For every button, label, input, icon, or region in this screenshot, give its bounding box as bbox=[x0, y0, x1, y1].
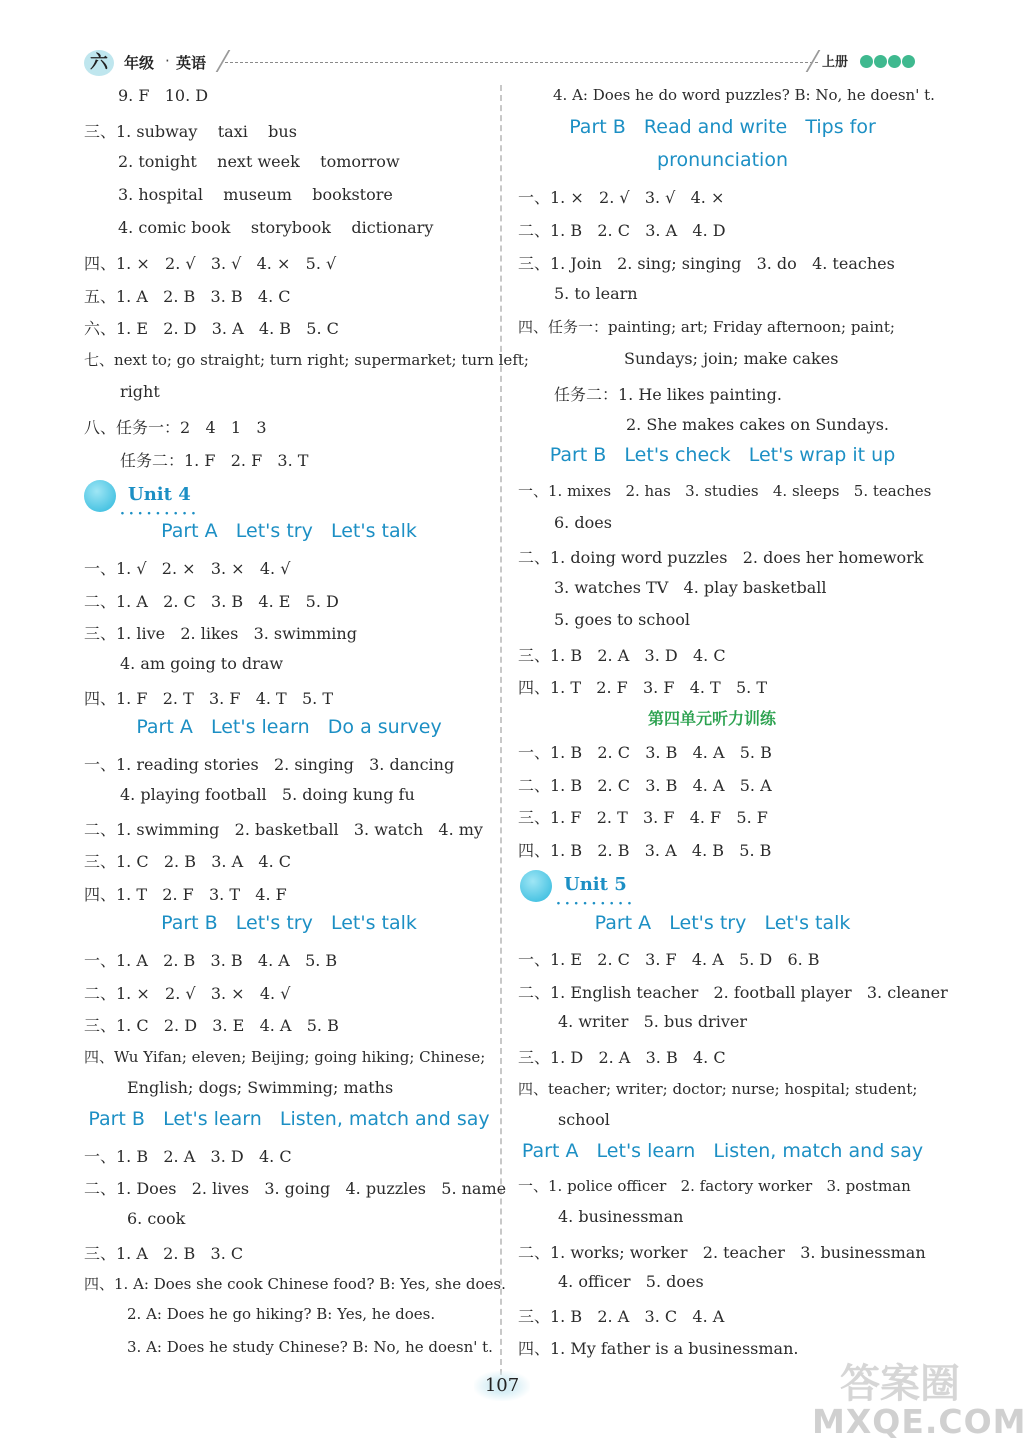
volume-label: 上册 bbox=[822, 55, 849, 70]
watermark-top-text: 答案圈 bbox=[840, 1361, 960, 1407]
answer-line: 二、1. English teacher 2. football player 3. cleaner bbox=[518, 983, 948, 1002]
unit-heading bbox=[520, 870, 670, 910]
answer-line: English; dogs; Swimming; maths bbox=[127, 1078, 394, 1097]
answer-line: 一、1. mixes 2. has 3. studies 4. sleeps 5. teaches bbox=[518, 482, 932, 500]
answer-line: 3. watches TV 4. play basketball bbox=[554, 578, 827, 597]
section-title: Part A Let's try Let's talk bbox=[594, 912, 851, 934]
answer-line: 四、1. My father is a businessman. bbox=[518, 1339, 799, 1358]
answer-line: 5. goes to school bbox=[554, 610, 690, 629]
answer-line: 二、1. swimming 2. basketball 3. watch 4. my bbox=[84, 820, 483, 839]
subject-label: 英语 bbox=[176, 54, 207, 72]
answer-line: 三、1. C 2. D 3. E 4. A 5. B bbox=[84, 1016, 339, 1035]
answer-line: 一、1. reading stories 2. singing 3. dancing bbox=[84, 755, 455, 774]
unit-title: Unit 4 bbox=[128, 484, 191, 505]
answer-line: 一、1. B 2. C 3. B 4. A 5. B bbox=[518, 743, 772, 762]
unit-circle-icon bbox=[520, 870, 552, 902]
answer-line: 一、1. × 2. √ 3. √ 4. × bbox=[518, 188, 725, 207]
answer-line: 三、1. B 2. A 3. D 4. C bbox=[518, 646, 726, 665]
answer-line: 四、1. F 2. T 3. F 4. T 5. T bbox=[84, 689, 334, 708]
answer-line: 四、1. T 2. F 3. F 4. T 5. T bbox=[518, 678, 768, 697]
answer-line: 2. A: Does he go hiking? B: Yes, he does. bbox=[127, 1305, 436, 1323]
answer-line: 二、1. doing word puzzles 2. does her homework bbox=[518, 548, 924, 567]
section-title: Part A Let's learn Listen, match and say bbox=[521, 1140, 924, 1162]
answer-line: 三、1. D 2. A 3. B 4. C bbox=[518, 1048, 726, 1067]
answer-line: 四、1. B 2. B 3. A 4. B 5. B bbox=[518, 841, 772, 860]
answer-line: 二、1. Does 2. lives 3. going 4. puzzles 5. name bbox=[84, 1179, 507, 1198]
answer-line: right bbox=[120, 382, 160, 401]
grade-badge: 六 bbox=[84, 50, 114, 76]
watermark-logo bbox=[800, 1352, 1027, 1447]
answer-line: 一、1. √ 2. × 3. × 4. √ bbox=[84, 559, 291, 578]
page-header bbox=[0, 0, 1000, 80]
header-slash-left bbox=[216, 50, 231, 72]
answer-line: 一、1. A 2. B 3. B 4. A 5. B bbox=[84, 951, 338, 970]
answer-line: 4. businessman bbox=[558, 1207, 684, 1226]
answer-line: 六、1. E 2. D 3. A 4. B 5. C bbox=[84, 319, 339, 338]
section-title: Part B Read and write Tips for bbox=[569, 116, 876, 138]
answer-line: 五、1. A 2. B 3. B 4. C bbox=[84, 287, 291, 306]
answer-line: 二、1. B 2. C 3. A 4. D bbox=[518, 221, 726, 240]
answer-line: 三、1. C 2. B 3. A 4. C bbox=[84, 852, 291, 871]
answer-line: 三、1. subway taxi bus bbox=[84, 122, 297, 141]
answer-line: 三、1. live 2. likes 3. swimming bbox=[84, 624, 357, 643]
decorative-dots bbox=[860, 53, 916, 72]
answer-line: 八、任务一：2 4 1 3 bbox=[84, 418, 267, 437]
answer-line: 四、1. × 2. √ 3. √ 4. × 5. √ bbox=[84, 254, 337, 273]
answer-line: 2. tonight next week tomorrow bbox=[118, 152, 400, 171]
page-number: 107 bbox=[474, 1371, 530, 1401]
watermark-bottom-text: MXQE.COM bbox=[812, 1402, 1027, 1441]
answer-line: 5. to learn bbox=[554, 284, 638, 303]
section-title: pronunciation bbox=[657, 149, 788, 171]
answer-line: 二、1. A 2. C 3. B 4. E 5. D bbox=[84, 592, 339, 611]
answer-line: Sundays; join; make cakes bbox=[624, 349, 839, 368]
answer-line: 4. officer 5. does bbox=[558, 1272, 704, 1291]
header-slash-right bbox=[806, 50, 821, 72]
answer-line: 任务二：1. He likes painting. bbox=[554, 385, 782, 404]
answer-line: school bbox=[558, 1110, 610, 1129]
answer-line: 四、teacher; writer; doctor; nurse; hospital; student; bbox=[518, 1080, 918, 1098]
unit-heading bbox=[84, 480, 234, 520]
header-separator: · bbox=[165, 52, 170, 70]
answer-line: 四、任务一：painting; art; Friday afternoon; paint; bbox=[518, 318, 895, 336]
answer-line: 3. A: Does he study Chinese? B: No, he doesn' t. bbox=[127, 1338, 493, 1356]
answer-line: 三、1. B 2. A 3. C 4. A bbox=[518, 1307, 725, 1326]
answer-line: 一、1. E 2. C 3. F 4. A 5. D 6. B bbox=[518, 950, 820, 969]
answer-line: 6. does bbox=[554, 513, 612, 532]
section-title: Part B Let's try Let's talk bbox=[161, 912, 417, 934]
section-title: Part B Let's learn Listen, match and say bbox=[88, 1108, 490, 1130]
section-title-chinese: 第四单元听力训练 bbox=[648, 709, 777, 728]
answer-line: 一、1. B 2. A 3. D 4. C bbox=[84, 1147, 292, 1166]
answer-line: 二、1. works; worker 2. teacher 3. businessman bbox=[518, 1243, 926, 1262]
answer-line: 6. cook bbox=[127, 1209, 186, 1228]
answer-line: 4. writer 5. bus driver bbox=[558, 1012, 747, 1031]
answer-line: 二、1. B 2. C 3. B 4. A 5. A bbox=[518, 776, 772, 795]
answer-line: 4. am going to draw bbox=[120, 654, 284, 673]
answer-line: 四、Wu Yifan; eleven; Beijing; going hiking; Chinese; bbox=[84, 1048, 486, 1066]
unit-title: Unit 5 bbox=[564, 874, 627, 895]
answer-line: 三、1. A 2. B 3. C bbox=[84, 1244, 244, 1263]
answer-line: 4. A: Does he do word puzzles? B: No, he doesn' t. bbox=[553, 86, 935, 104]
unit-dots: ········· bbox=[120, 506, 200, 522]
unit-dots: ········· bbox=[556, 896, 636, 912]
answer-line: 三、1. Join 2. sing; singing 3. do 4. teaches bbox=[518, 254, 895, 273]
answer-line: 二、1. × 2. √ 3. × 4. √ bbox=[84, 984, 291, 1003]
answer-line: 3. hospital museum bookstore bbox=[118, 185, 393, 204]
answer-line: 四、1. T 2. F 3. T 4. F bbox=[84, 885, 287, 904]
answer-line: 四、1. A: Does she cook Chinese food? B: Yes, she does. bbox=[84, 1275, 506, 1293]
answer-line: 任务二：1. F 2. F 3. T bbox=[120, 451, 309, 470]
header-rule bbox=[225, 62, 818, 63]
answer-line: 三、1. F 2. T 3. F 4. F 5. F bbox=[518, 808, 768, 827]
section-title: Part A Let's learn Do a survey bbox=[136, 716, 442, 738]
grade-label: 年级 bbox=[124, 54, 155, 72]
answer-line: 4. comic book storybook dictionary bbox=[118, 218, 434, 237]
section-title: Part B Let's check Let's wrap it up bbox=[549, 444, 896, 466]
answer-line: 9. F 10. D bbox=[118, 86, 209, 105]
answer-line: 一、1. police officer 2. factory worker 3. postman bbox=[518, 1177, 911, 1195]
section-title: Part A Let's try Let's talk bbox=[161, 520, 417, 542]
answer-line: 4. playing football 5. doing kung fu bbox=[120, 785, 415, 804]
answer-line: 七、next to; go straight; turn right; supermarket; turn left; bbox=[84, 351, 529, 369]
unit-circle-icon bbox=[84, 480, 116, 512]
answer-line: 2. She makes cakes on Sundays. bbox=[626, 415, 890, 434]
